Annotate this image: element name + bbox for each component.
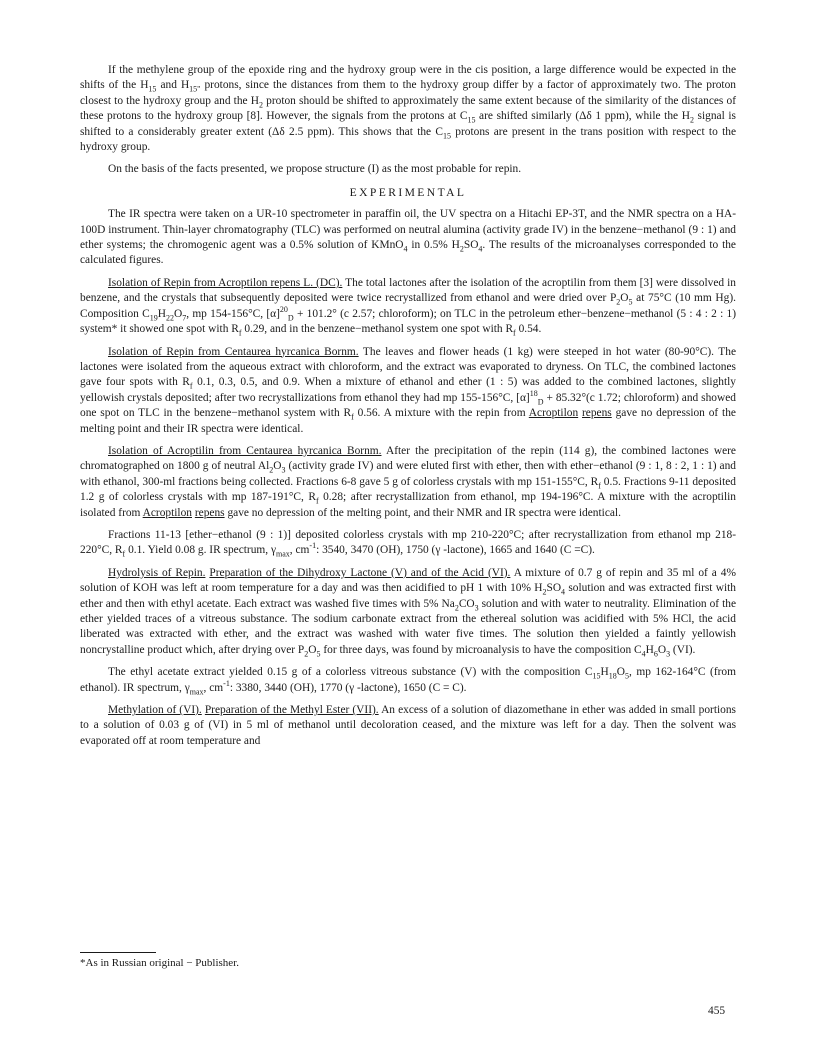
text-run: , mp 154-156°C, [α]: [186, 307, 280, 320]
text-run: An excess of a solution of diazomethane in ether was added in small portions to a solution of 0.03 g of (VI) in 5 ml of methanol until decoloration ceased, and the mixture was left for a day. Then the solvent was evaporated off at room temperature and: [80, 704, 736, 747]
subsection-title: Hydrolysis of Repin.: [108, 566, 206, 579]
text-run: O: [273, 460, 282, 473]
text-run: gave no depression of the melting point and their IR spectra were identical.: [80, 407, 736, 435]
text-run: are shifted similarly (Δδ 1 ppm), while the H: [475, 110, 690, 123]
text-run: 0.28; after recrystallization from ethanol, mp 194-196°C. A mixture with the acroptilin isolated from: [80, 491, 737, 519]
subscript: D: [287, 312, 294, 322]
text-run: If the methylene group of the epoxide ring and the hydroxy group were in the cis position, a large difference would be expected in the shifts of the H: [80, 64, 736, 92]
superscript: 18: [529, 388, 538, 398]
text-run: and H: [156, 79, 190, 92]
subscript: f: [351, 412, 354, 422]
underlined-word: repens: [582, 407, 612, 420]
text-run: H: [600, 666, 609, 679]
underlined-word: Acroptilon: [142, 506, 192, 519]
superscript: -1: [223, 678, 230, 688]
subscript: 2: [616, 297, 621, 307]
text-run: O: [616, 666, 625, 679]
footnote-rule: [80, 952, 156, 953]
subscript: 5: [628, 297, 633, 307]
paragraph-methylation: [80, 703, 736, 749]
paragraph-conclusion: On the basis of the facts presented, we propose structure (I) as the most probable for repin.: [108, 163, 522, 176]
text-run: protons, since the distances from them to the hydroxy group differ by a factor of approximately two. The proton closest to the hydroxy group and the H: [80, 79, 736, 107]
text-run: The IR spectra were taken on a UR-10 spectrometer in paraffin oil, the UV spectra on a Hitachi EP-3T, and the NMR spectra on a HA-100D instrument. Thin-layer chromatography (TLC) was performed on neutral alumina (activity grade IV) in the benzene−methanol (9 : 1) and ether systems; the chromogenic agent was a 0.5% solution of KMnO: [80, 208, 736, 252]
section-heading-experimental: EXPERIMENTAL: [349, 185, 467, 199]
paragraph-isolation-repin-acroptilon: [80, 276, 736, 338]
subscript: 3: [474, 602, 479, 612]
page-body: [80, 63, 736, 749]
text-run: After the precipitation of the repin (114 g), the combined lactones were chromatographed on 1800 g of neutral Al: [80, 444, 736, 473]
superscript: 20: [279, 304, 288, 314]
subscript: max: [189, 686, 204, 696]
text-run: , cm: [203, 681, 224, 694]
subscript: 18: [608, 671, 617, 681]
text-run: Fractions 11-13 [ether−ethanol (9 : 1)] deposited colorless crystals with mp 210-220°C; after recrystallization from ethanol mp 218-220°C, R: [80, 528, 736, 557]
text-run: 0.54.: [515, 323, 542, 336]
subsection-title: Preparation of the Dihydroxy Lactone (V) and of the Acid (VI).: [209, 566, 511, 579]
text-run: in 0.5% H: [407, 239, 460, 252]
text-run: + 85.32°(c 1.72; chloroform) and showed one spot on TLC in the benzene−methanol system with R: [80, 391, 736, 420]
subscript: 2: [454, 602, 459, 612]
subscript: 15: [148, 84, 157, 94]
text-run: + 101.2° (c 2.57; chloroform); on TLC in the petroleum ether−benzene−methanol (5 : 4 : 2 : 1) system* it showed one spot with R: [80, 307, 737, 336]
subscript: 3: [281, 465, 286, 475]
subscript: 2: [542, 587, 547, 597]
text-run: O: [173, 307, 183, 320]
subscript: 2: [258, 100, 263, 110]
subscript: 7: [182, 312, 187, 322]
text-run: protons are present in the trans position with respect to the hydroxy group.: [80, 125, 736, 154]
text-run: 0.1, 0.3, 0.5, and 0.9. When a mixture of ethanol and ether (1 : 5) was added to the combined lactones, slightly yellowish crystals deposited; after two recrystallizations from ethanol they had mp 155-156°C, [α]: [80, 376, 737, 404]
subscript: 4: [478, 244, 483, 254]
subscript: f: [238, 328, 242, 338]
subscript: 5: [624, 671, 629, 681]
text-run: The total lactones after the isolation of the acroptilin from them [3] were dissolved in benzene, and the crystals that subsequently deposited were twice recrystallized from ethanol and were dried over P: [80, 276, 736, 305]
subscript: 4: [561, 587, 566, 597]
footnote: *As in Russian original − Publisher.: [80, 957, 239, 969]
text-run: proton should be shifted to approximately the same extent because of the similarity of the distances of these protons to the hydroxy group [8]. However, the signals from the protons at C: [80, 94, 737, 123]
text-run: (activity grade IV) and were eluted first with ether, then with ether−ethanol (9 : 1, 8 : 2, 1 : 1) and with ethanol, 300-ml fractions being collected. Fractions 6-8 gave 5 g of colorless crystals with mp 151-155°C, R: [80, 460, 736, 488]
text-run: 0.5. Fractions 9-11 deposited 1.2 g of colorless crystals with mp 187-191°C, R: [80, 475, 736, 504]
page-number: 455: [708, 1005, 726, 1017]
subscript: f: [122, 549, 126, 559]
paragraph-cis-trans-discussion: [80, 63, 736, 155]
text-run: SO: [463, 239, 479, 252]
paragraph-hydrolysis: [80, 566, 736, 658]
text-run: . The results of the microanalyses corresponded to the calculated figures.: [80, 239, 736, 267]
text-run: (VI).: [670, 643, 696, 656]
subsection-title: Isolation of Repin from Centaurea hyrcanica Bornm.: [108, 345, 359, 358]
text-run: solution and with water to neutrality. Elimination of the ether yielded traces of a vitreous substance. The sodium carbonate extract from the ethereal solution was acidified with 5% HCl, the acid liberated was extracted with ether, and the extract was washed with water five times. The solution then yielded a faintly yellowish noncrystalline product which, after drying over P: [80, 597, 736, 656]
subsection-title: Methylation of (VI).: [108, 704, 202, 717]
subscript: f: [189, 381, 193, 391]
subscript: 15: [592, 671, 601, 681]
underlined-word: Acroptilon: [528, 407, 579, 420]
text-run: O: [657, 643, 667, 656]
subscript: f: [315, 496, 319, 506]
text-run: at 75°C (10 mm Hg). Composition C: [80, 292, 736, 320]
subscript: 15: [467, 115, 476, 125]
text-run: The leaves and flower heads (1 kg) were steeped in hot water (80-90°C). The lactones were isolated from the aqueous extract with chloroform, and the extract was evaporated to dryness. On TLC, the combined lactones gave four spots with R: [80, 345, 736, 389]
text-run: CO: [458, 597, 475, 610]
superscript: -1: [309, 541, 317, 551]
text-run: solution and was extracted first with ether and then with ethyl acetate. Each extract was washed five times with 5% Na: [80, 582, 736, 610]
subscript: 3: [666, 649, 671, 659]
paragraph-isolation-repin-centaurea: [80, 345, 736, 437]
subscript: 4: [641, 649, 646, 659]
text-run: The ethyl acetate extract yielded 0.15 g of a colorless vitreous substance (V) with the composition C: [108, 666, 593, 679]
text-run: H: [157, 307, 166, 320]
paragraph-ethyl-acetate-extract: [80, 665, 736, 696]
subsection-title: Preparation of the Methyl Ester (VII).: [204, 704, 379, 717]
text-run: , cm: [289, 544, 310, 557]
text-run: signal is shifted to a considerably greater extent (Δδ 2.5 ppm). This shows that the C: [80, 110, 736, 138]
subscript: 15": [189, 84, 201, 94]
text-run: , mp 162-164°C (from ethanol). IR spectrum, γ: [80, 666, 736, 694]
text-run: 0.1. Yield 0.08 g. IR spectrum, γ: [125, 544, 276, 557]
text-run: : 3380, 3440 (OH), 1770 (γ -lactone), 1650 (C = C).: [229, 681, 467, 694]
text-run: O: [620, 292, 629, 305]
text-run: A mixture of 0.7 g of repin and 35 ml of a 4% solution of KOH was left at room temperature for a day and was then acidified to pH 1 with 10% H: [80, 566, 736, 595]
subscript: 22: [165, 312, 174, 322]
subscript: 19: [149, 312, 158, 322]
subscript: 4: [403, 244, 408, 254]
text-run: gave no depression of the melting point, and their NMR and IR spectra were identical.: [224, 506, 621, 519]
subsection-title: Isolation of Acroptilin from Centaurea hyrcanica Bornm.: [108, 444, 382, 457]
paragraph-instruments: [80, 207, 736, 269]
subsection-title: Isolation of Repin from Acroptilon repens L. (DC).: [108, 276, 343, 289]
text-run: : 3540, 3470 (OH), 1750 (γ -lactone), 1665 and 1640 (C =C).: [316, 544, 595, 557]
subscript: 2: [269, 465, 274, 475]
paragraph-fractions-11-13: [80, 528, 736, 559]
subscript: 2: [304, 649, 309, 659]
subscript: 5: [316, 649, 321, 659]
text-run: O: [308, 643, 317, 656]
subscript: max: [276, 549, 290, 559]
subscript: 6: [653, 649, 658, 659]
text-run: SO: [546, 582, 562, 595]
text-run: 0.56. A mixture with the repin from: [353, 407, 529, 420]
text-run: H: [645, 643, 654, 656]
subscript: 15: [443, 130, 451, 140]
subscript: f: [598, 481, 601, 491]
underlined-word: repens: [194, 506, 225, 519]
subscript: D: [537, 397, 544, 406]
text-run: 0.29, and in the benzene−methanol system one spot with R: [241, 323, 514, 336]
subscript: 2: [689, 115, 694, 125]
text-run: for three days, was found by microanalysis to have the composition C: [320, 643, 642, 656]
subscript: f: [513, 328, 516, 338]
paragraph-isolation-acroptilin: [80, 444, 736, 521]
subscript: 2: [459, 244, 464, 254]
